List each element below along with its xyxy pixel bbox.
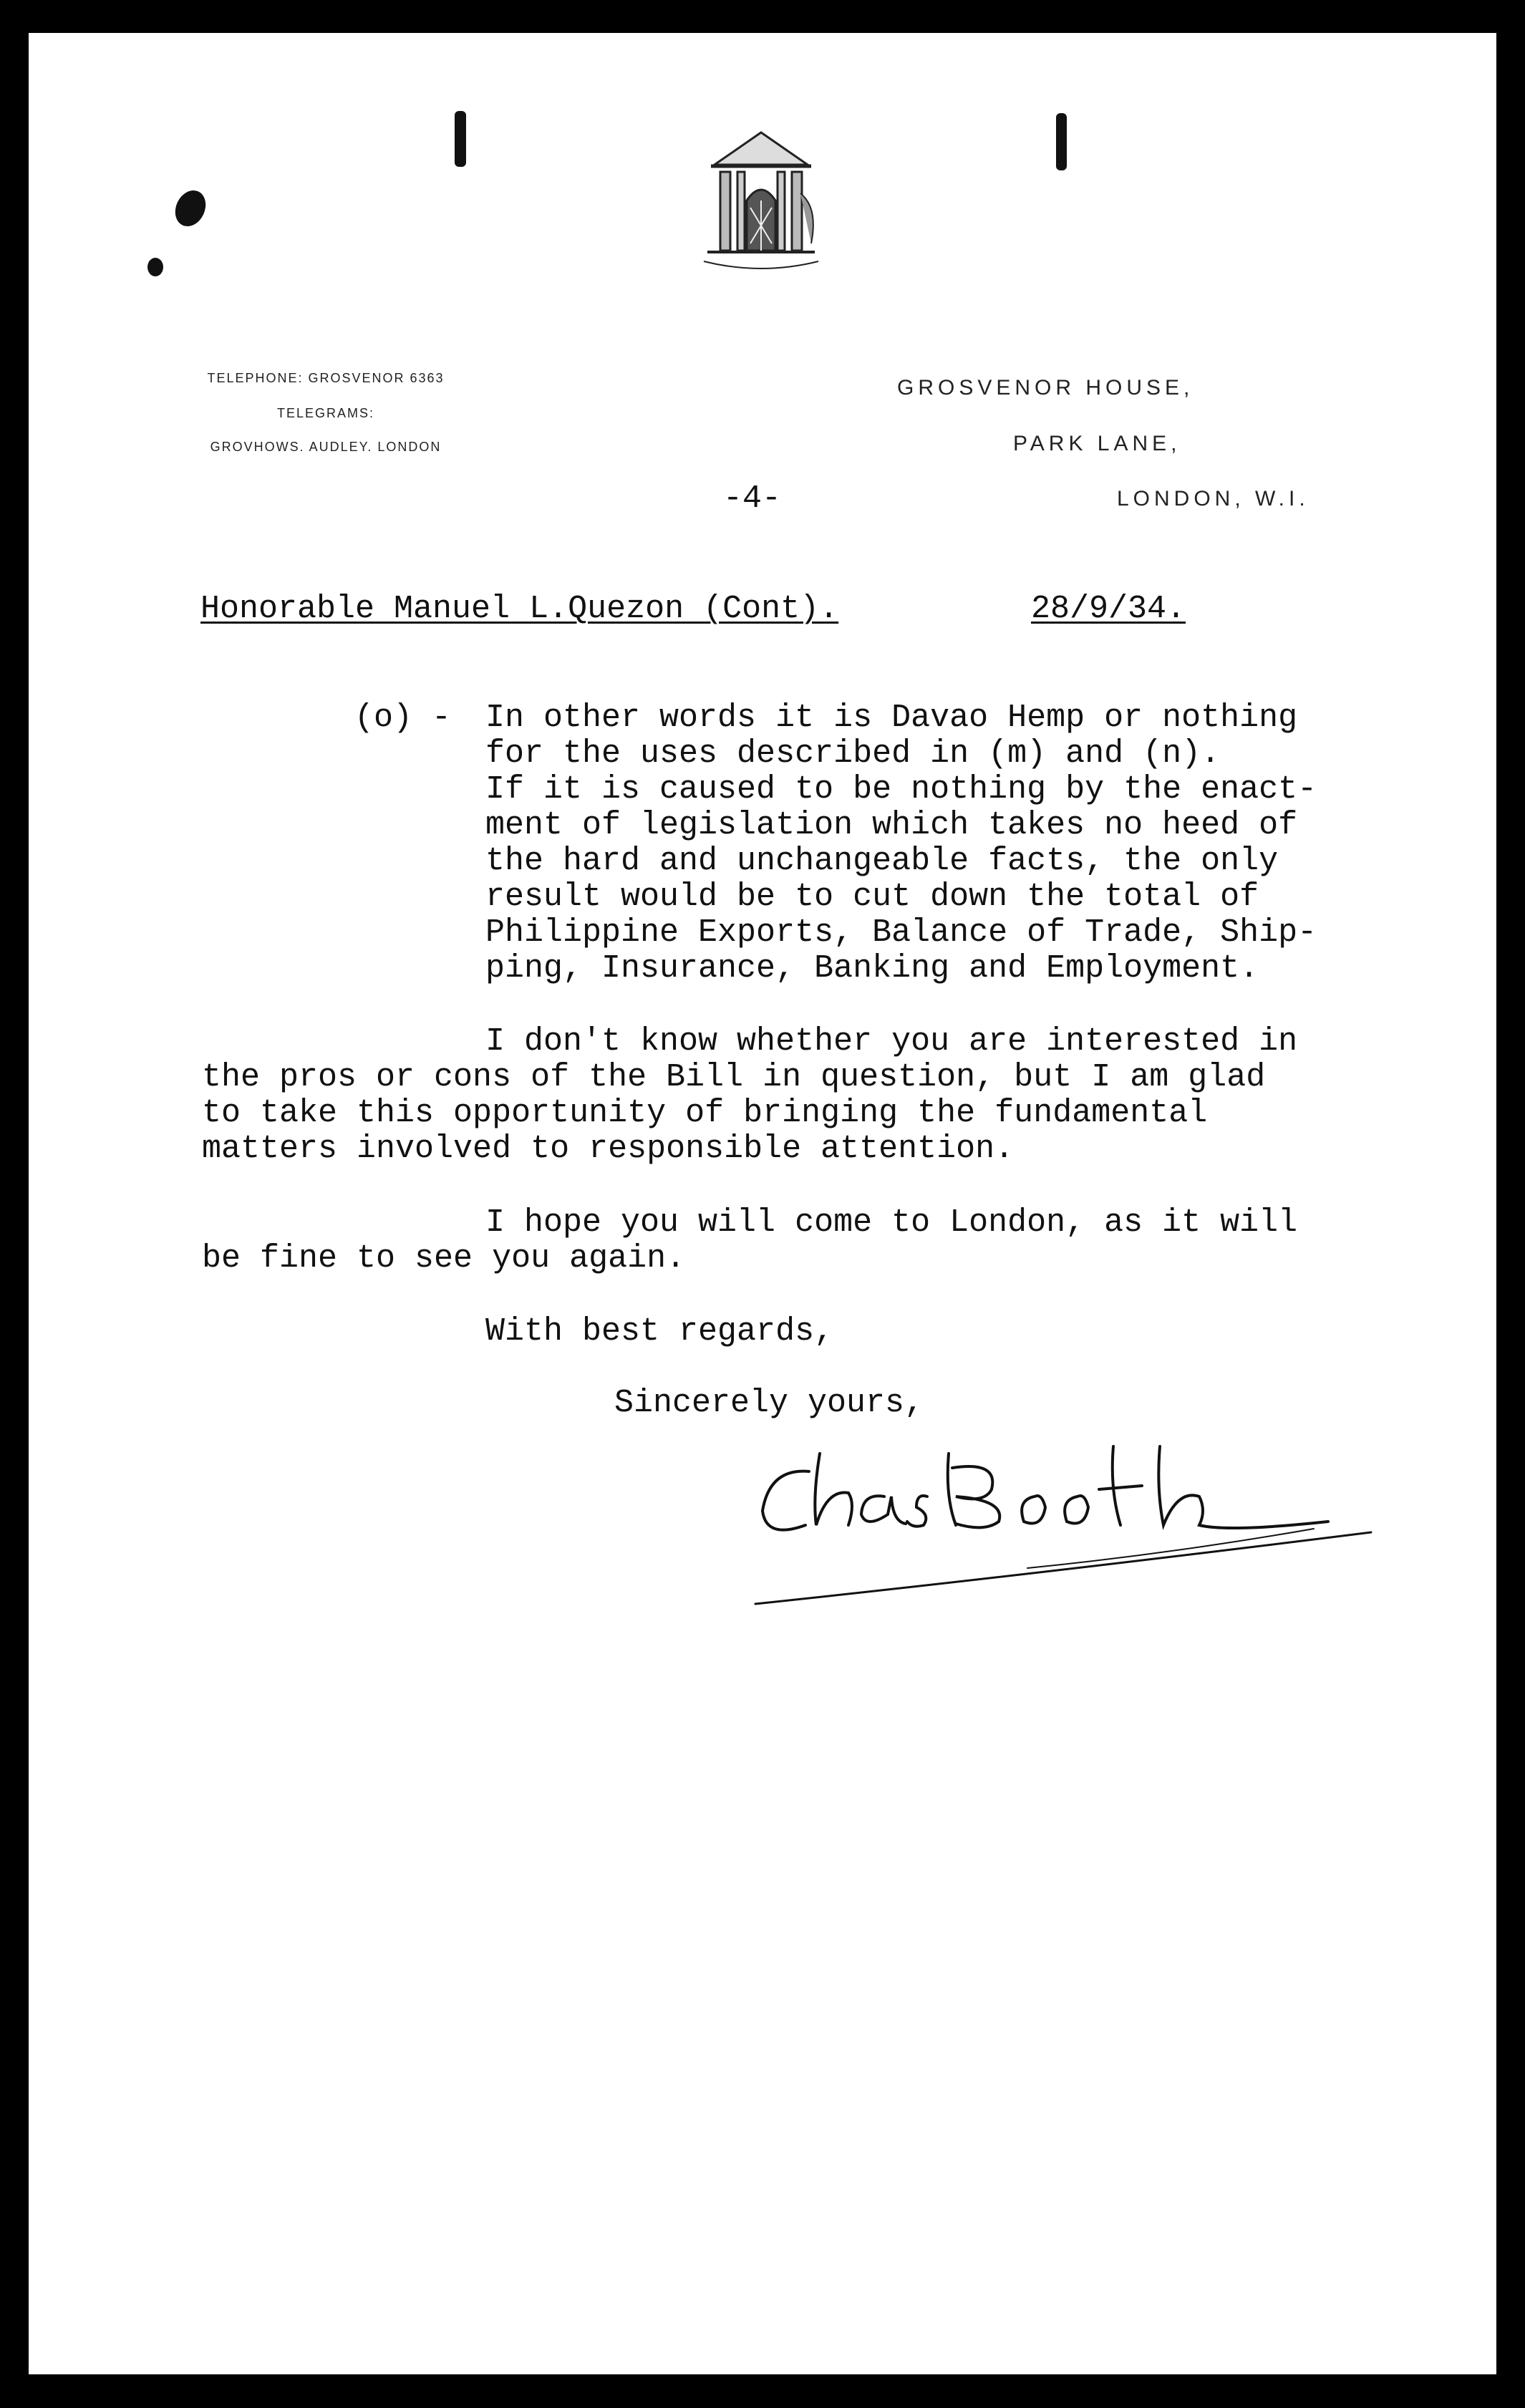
- paragraph-2-line: matters involved to responsible attention.: [202, 1131, 1015, 1167]
- paragraph-o-line: result would be to cut down the total of: [485, 879, 1259, 915]
- page-number: -4-: [723, 480, 782, 517]
- paragraph-2-line: I don't know whether you are interested in: [485, 1023, 1298, 1060]
- paragraph-marker-o: (o) -: [354, 700, 452, 736]
- grosvenor-house-crest-icon: [693, 122, 829, 279]
- paragraph-o-line: In other words it is Davao Hemp or nothing: [485, 700, 1298, 736]
- paragraph-2-line: the pros or cons of the Bill in question, but I am glad: [202, 1059, 1266, 1096]
- closing-signoff: Sincerely yours,: [614, 1385, 924, 1421]
- handwritten-signature: [741, 1425, 1385, 1618]
- recipient-heading: Honorable Manuel L.Quezon (Cont).: [200, 591, 839, 627]
- paragraph-o-line: ment of legislation which takes no heed of: [485, 807, 1298, 843]
- ink-blot-small: [147, 258, 163, 276]
- margin-mark-right: [1056, 113, 1067, 170]
- paragraph-o-line: the hard and unchangeable facts, the only: [485, 843, 1279, 879]
- closing-regards: With best regards,: [485, 1313, 834, 1350]
- letterhead-address-line3: LONDON, W.I.: [1117, 487, 1309, 511]
- letterhead-telephone: TELEPHONE: GROSVENOR 6363: [207, 371, 445, 385]
- letterhead-telegrams-label: TELEGRAMS:: [276, 406, 375, 420]
- paragraph-o-line: Philippine Exports, Balance of Trade, Ship-: [485, 914, 1317, 951]
- margin-mark-left: [455, 111, 466, 167]
- paragraph-o-line: ping, Insurance, Banking and Employment.: [485, 950, 1259, 987]
- paragraph-o-line: If it is caused to be nothing by the enact-: [485, 771, 1317, 808]
- letterhead-address-line2: PARK LANE,: [1013, 432, 1181, 455]
- paragraph-3-line: I hope you will come to London, as it will: [485, 1204, 1298, 1241]
- letter-date: 28/9/34.: [1031, 591, 1186, 627]
- letterhead-telegrams-address: GROVHOWS. AUDLEY. LONDON: [210, 440, 442, 454]
- paragraph-o-line: for the uses described in (m) and (n).: [485, 735, 1221, 772]
- letterhead-address-line1: GROSVENOR HOUSE,: [897, 376, 1194, 400]
- paragraph-3-line: be fine to see you again.: [202, 1240, 686, 1277]
- paragraph-2-line: to take this opportunity of bringing the fundamental: [202, 1095, 1208, 1131]
